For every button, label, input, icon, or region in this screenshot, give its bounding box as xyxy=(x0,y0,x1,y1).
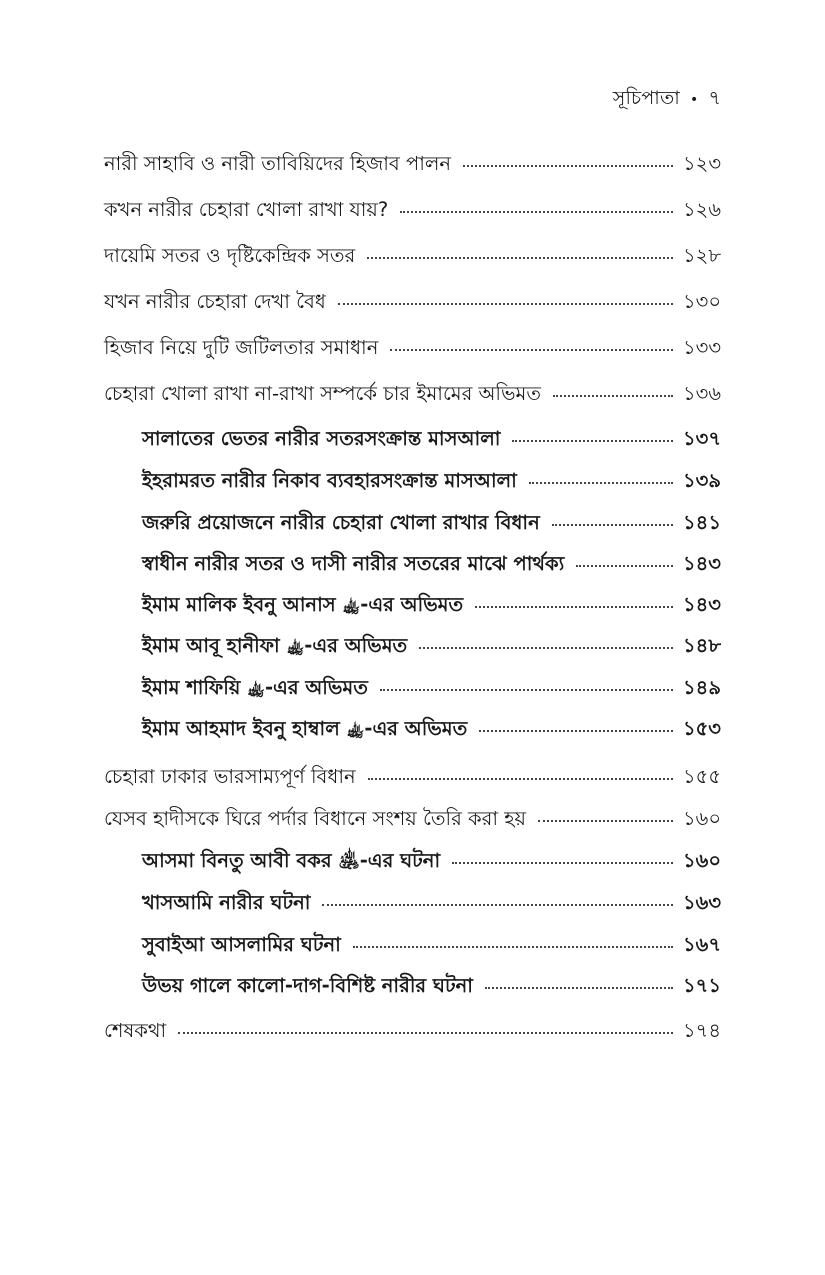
dot-leader xyxy=(452,842,673,864)
toc-entry-title: স্বাধীন নারীর সতর ও দাসী নারীর সতরের মাঝে পার্থক্য xyxy=(142,552,565,575)
toc-entry-title: জরুরি প্রয়োজনে নারীর চেহারা খোলা রাখার বিধান xyxy=(142,511,540,534)
toc-entry-title: যখন নারীর চেহারা দেখা বৈধ xyxy=(104,290,326,313)
toc-entry-page: ১৬০ xyxy=(682,849,721,872)
toc-entry-page: ১৪১ xyxy=(683,511,721,534)
dot-leader xyxy=(353,926,673,948)
dot-leader xyxy=(463,145,673,167)
toc-entry-page: ১৩৬ xyxy=(682,382,721,405)
toc-entry-title: সালাতের ভেতর নারীর সতরসংক্রান্ত মাসআলা xyxy=(142,427,501,450)
toc-entry-page: ১২৬ xyxy=(682,198,721,221)
toc-entry-page: ১২৮ xyxy=(683,244,721,267)
dot-leader xyxy=(576,545,673,567)
table-of-contents xyxy=(104,0,721,1275)
toc-entry-page: ১৩৯ xyxy=(683,469,721,492)
header-page-number: ৭ xyxy=(708,87,721,109)
toc-subentry[interactable] xyxy=(142,845,721,875)
toc-subentry[interactable] xyxy=(142,548,721,578)
toc-subentry[interactable] xyxy=(142,507,721,537)
toc-entry-page: ১৪৯ xyxy=(683,676,721,699)
toc-entry-title: কখন নারীর চেহারা খোলা রাখা যায়? xyxy=(104,198,389,221)
toc-subentry[interactable] xyxy=(142,970,721,1000)
toc-subentry[interactable] xyxy=(142,929,721,959)
dot-leader xyxy=(322,884,673,906)
toc-entry[interactable] xyxy=(104,1015,721,1045)
dot-leader xyxy=(479,710,673,732)
toc-entry[interactable] xyxy=(104,378,721,408)
toc-subentry[interactable] xyxy=(142,589,721,619)
toc-subentry[interactable] xyxy=(142,887,721,917)
toc-entry[interactable] xyxy=(104,286,721,316)
toc-entry-page: ১৪৩ xyxy=(683,552,721,575)
toc-entry-title: চেহারা খোলা রাখা না-রাখা সম্পর্কে চার ইমামের অভিমত xyxy=(104,382,542,405)
dot-leader xyxy=(552,504,673,526)
toc-entry[interactable] xyxy=(104,761,721,791)
dot-leader xyxy=(553,375,673,397)
header-bullet: • xyxy=(689,92,699,108)
toc-entry-page: ১৫৫ xyxy=(683,765,721,788)
toc-subentry[interactable] xyxy=(142,630,721,660)
toc-subentry[interactable] xyxy=(142,423,721,453)
toc-entry-page: ১৩৭ xyxy=(682,427,721,450)
dot-leader xyxy=(368,758,673,780)
dot-leader xyxy=(512,420,673,442)
dot-leader xyxy=(400,191,673,213)
toc-entry-title: আসমা বিনতু আবী বকর ﵁-এর ঘটনা xyxy=(142,849,441,872)
toc-entry-title: ইমাম আহমাদ ইবনু হাম্বাল ﵀-এর অভিমত xyxy=(142,717,468,740)
toc-entry-page: ১৩০ xyxy=(682,290,721,313)
dot-leader xyxy=(367,237,673,259)
toc-entry-page: ১২৩ xyxy=(682,152,721,175)
toc-entry-title: হিজাব নিয়ে দুটি জটিলতার সমাধান xyxy=(104,336,379,359)
toc-entry-page: ১৬৭ xyxy=(682,933,721,956)
toc-entry-page: ১৭৪ xyxy=(683,1019,721,1042)
toc-entry[interactable] xyxy=(104,240,721,270)
toc-entry-page: ১৫৩ xyxy=(683,717,721,740)
toc-entry-title: ইমাম আবূ হানীফা ﵀-এর অভিমত xyxy=(142,634,408,657)
toc-entry-title: যেসব হাদীসকে ঘিরে পর্দার বিধানে সংশয় তৈরি করা হয় xyxy=(104,807,526,830)
section-title: সূচিপাতা xyxy=(612,87,680,109)
toc-subentry[interactable] xyxy=(142,672,721,702)
dot-leader xyxy=(485,967,673,989)
toc-entry-title: ইমাম শাফিয়ি ﵀-এর অভিমত xyxy=(142,676,368,699)
dot-leader xyxy=(178,1012,673,1034)
dot-leader xyxy=(380,669,673,691)
toc-entry[interactable] xyxy=(104,148,721,178)
toc-entry-title: শেষকথা xyxy=(104,1019,167,1042)
toc-subentry[interactable] xyxy=(142,465,721,495)
dot-leader xyxy=(475,586,673,608)
toc-entry[interactable] xyxy=(104,332,721,362)
toc-subentry[interactable] xyxy=(142,713,721,743)
dot-leader xyxy=(390,329,673,351)
toc-entry-title: দায়েমি সতর ও দৃষ্টিকেন্দ্রিক সতর xyxy=(104,244,356,267)
toc-entry[interactable] xyxy=(104,803,721,833)
dot-leader xyxy=(419,627,673,649)
toc-entry-page: ১৬০ xyxy=(682,807,721,830)
dot-leader xyxy=(529,462,673,484)
toc-entry-page: ১৬৩ xyxy=(682,891,721,914)
toc-entry-page: ১৩৩ xyxy=(682,336,721,359)
dot-leader xyxy=(338,283,673,305)
dot-leader xyxy=(538,800,673,822)
toc-entry-page: ১৭১ xyxy=(683,974,721,997)
toc-entry-title: ইমাম মালিক ইবনু আনাস ﵀-এর অভিমত xyxy=(142,593,464,616)
toc-entry-title: উভয় গালে কালো-দাগ-বিশিষ্ট নারীর ঘটনা xyxy=(142,974,473,997)
toc-entry-title: খাসআমি নারীর ঘটনা xyxy=(142,891,311,914)
toc-entry[interactable] xyxy=(104,194,721,224)
toc-entry-page: ১৪৩ xyxy=(683,593,721,616)
toc-entry-title: নারী সাহাবি ও নারী তাবিয়িদের হিজাব পালন xyxy=(104,152,452,175)
toc-entry-title: চেহারা ঢাকার ভারসাম্যপূর্ণ বিধান xyxy=(104,765,356,788)
toc-entry-page: ১৪৮ xyxy=(683,634,721,657)
toc-entry-title: সুবাইআ আসলামির ঘটনা xyxy=(142,933,341,956)
toc-entry-title: ইহরামরত নারীর নিকাব ব্যবহারসংক্রান্ত মাসআলা xyxy=(142,469,517,492)
